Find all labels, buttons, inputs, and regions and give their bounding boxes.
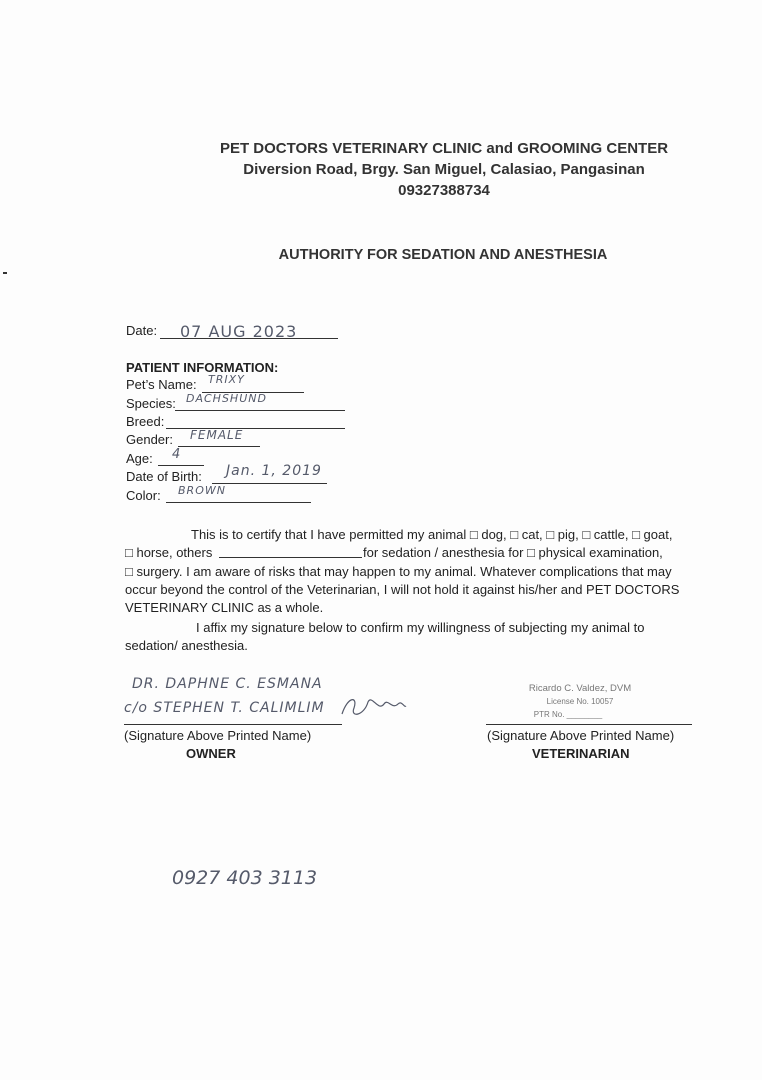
owner-role: OWNER — [186, 746, 236, 761]
gender-value: FEMALE — [190, 428, 244, 442]
consent-line-3: □ surgery. I am aware of risks that may happen to my animal. Whatever complications that may — [125, 564, 672, 579]
species-label: Species: — [126, 396, 176, 411]
age-value: 4 — [172, 447, 182, 462]
consent-line-5: VETERINARY CLINIC as a whole. — [125, 600, 324, 615]
vet-caption: (Signature Above Printed Name) — [487, 728, 675, 743]
dob-line — [212, 483, 327, 484]
date-value: 07 AUG 2023 — [180, 322, 298, 341]
form-title: AUTHORITY FOR SEDATION AND ANESTHESIA — [278, 247, 608, 263]
consent-line-7: sedation/ anesthesia. — [125, 638, 248, 653]
dob-value: Jan. 1, 2019 — [226, 463, 322, 479]
vet-role: VETERINARIAN — [532, 746, 630, 761]
dob-label: Date of Birth: — [126, 469, 202, 484]
color-value: BROWN — [178, 484, 226, 497]
gender-label: Gender: — [126, 432, 173, 447]
color-line — [166, 502, 311, 503]
owner-caption: (Signature Above Printed Name) — [124, 728, 312, 743]
clinic-phone: 09327388734 — [398, 182, 490, 199]
owner-signature-line — [124, 724, 342, 725]
age-line — [158, 465, 204, 466]
clinic-name: PET DOCTORS VETERINARY CLINIC and GROOMING CENTER — [219, 140, 669, 157]
owner-handwritten-name: DR. DAPHNE C. ESMANA — [132, 676, 323, 692]
others-line — [219, 557, 362, 558]
owner-signature-scribble — [338, 692, 408, 722]
consent-line-4: occur beyond the control of the Veterinarian, I will not hold it against his/her and PET DOCTORS — [125, 582, 680, 597]
species-line — [175, 410, 345, 411]
consent-line-1: This is to certify that I have permitted my animal □ dog, □ cat, □ pig, □ cattle, □ goat, — [191, 527, 673, 542]
species-value: DACHSHUND — [186, 392, 267, 405]
owner-handwritten-co: c/o STEPHEN T. CALIMLIM — [124, 700, 325, 716]
pet-name-value: TRIXY — [208, 373, 245, 386]
consent-line-6: I affix my signature below to confirm my willingness of subjecting my animal to — [196, 620, 645, 635]
patient-heading: PATIENT INFORMATION: — [126, 360, 279, 375]
date-label: Date: — [126, 323, 158, 338]
pet-name-label: Pet’s Name: — [126, 377, 197, 392]
handwritten-phone: 0927 403 3113 — [172, 867, 318, 889]
breed-label: Breed: — [126, 414, 165, 429]
vet-stamp-license: License No. 10057 — [546, 697, 614, 706]
scan-speck — [3, 272, 7, 274]
vet-stamp-ptr: PTR No. ________ — [533, 710, 603, 719]
age-label: Age: — [126, 451, 153, 466]
color-label: Color: — [126, 488, 161, 503]
gender-line — [178, 446, 260, 447]
consent-line-2a: □ horse, others — [125, 545, 213, 560]
vet-stamp-name: Ricardo C. Valdez, DVM — [528, 683, 632, 694]
consent-line-2b: for sedation / anesthesia for □ physical examination, — [363, 545, 663, 560]
vet-signature-line — [486, 724, 692, 725]
clinic-address: Diversion Road, Brgy. San Miguel, Calasiao, Pangasinan — [243, 161, 645, 178]
